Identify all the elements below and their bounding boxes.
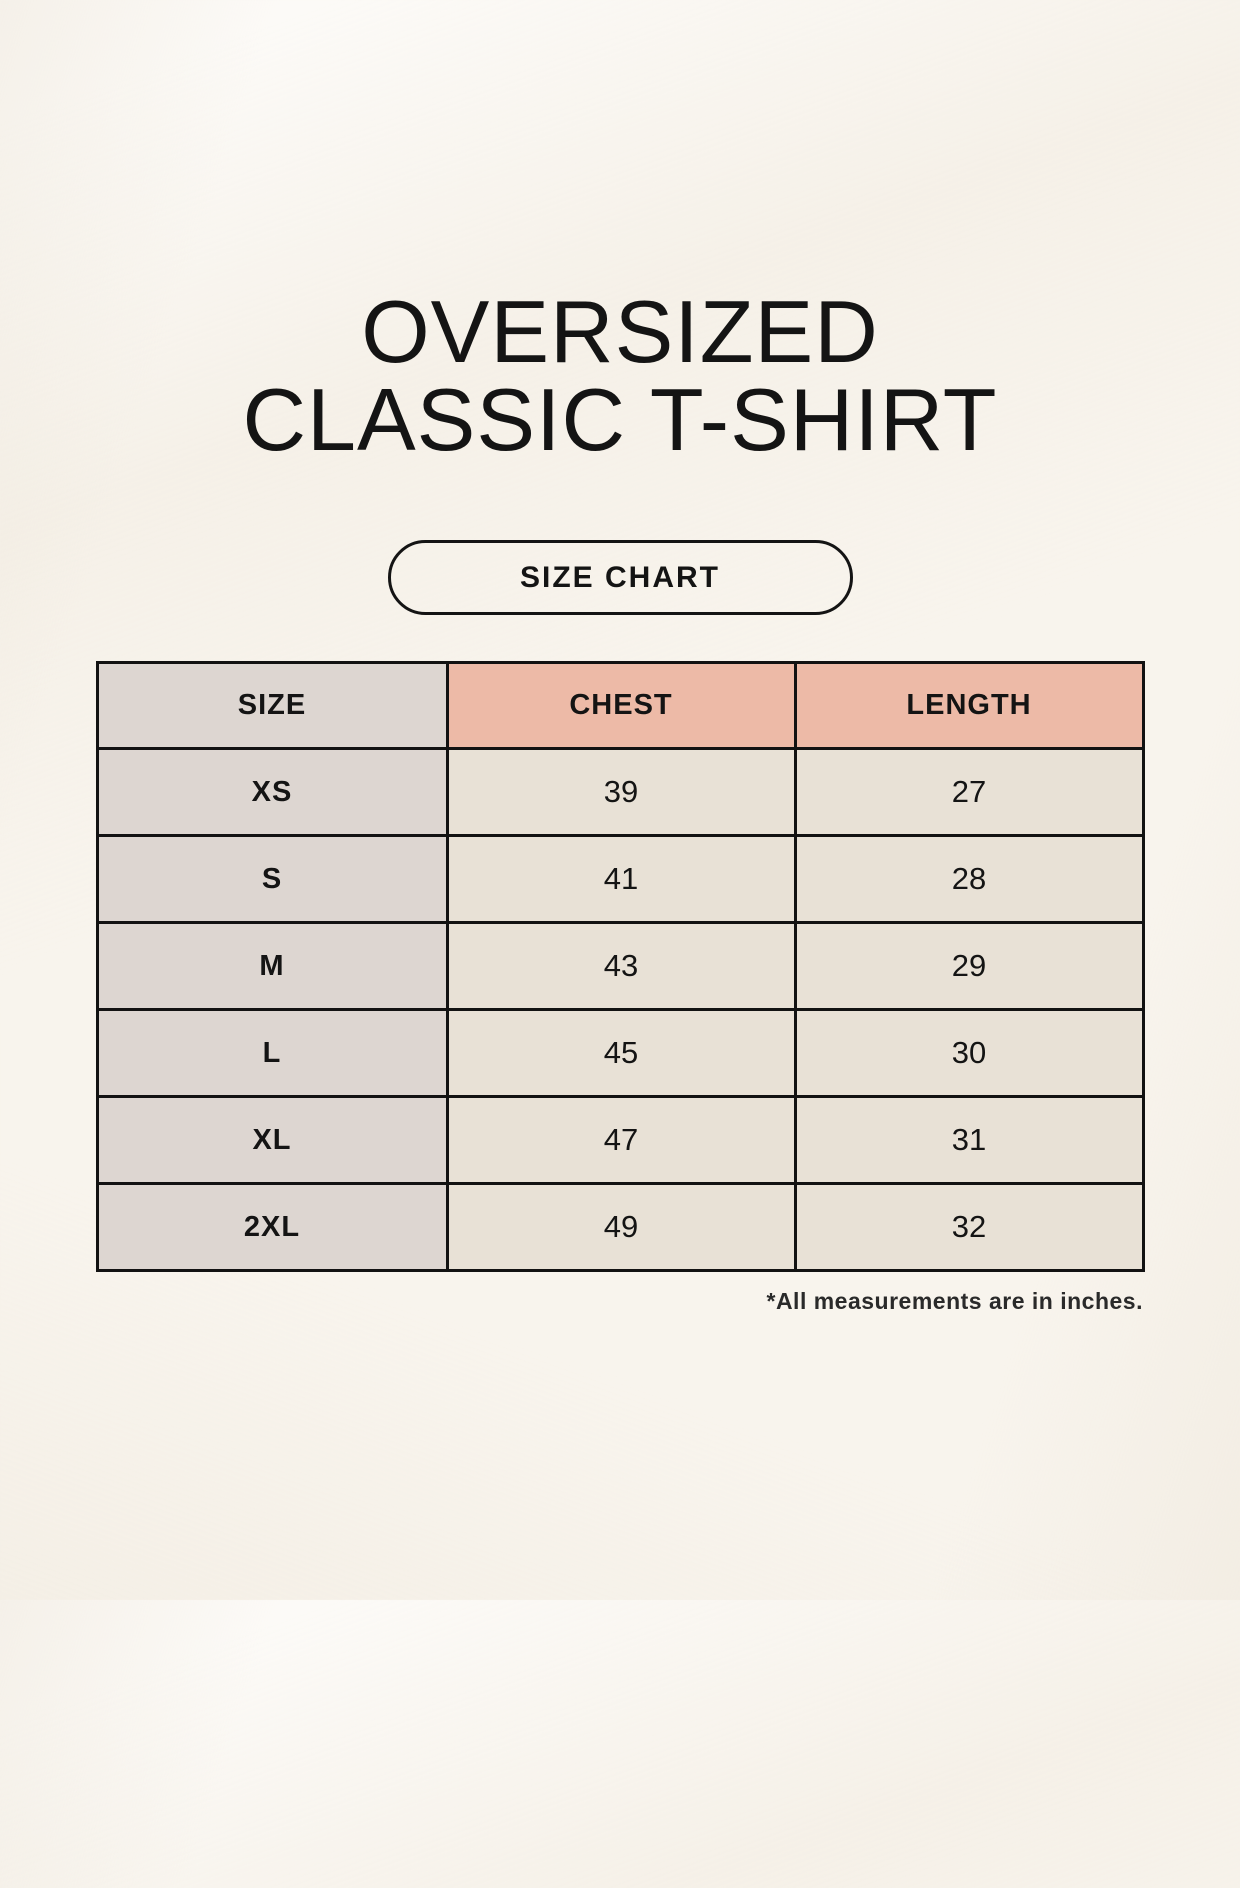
length-value: 32 bbox=[795, 1184, 1143, 1271]
table-row bbox=[97, 1184, 1143, 1271]
size-table-header-row bbox=[97, 663, 1143, 749]
table-row bbox=[97, 836, 1143, 923]
chest-value: 45 bbox=[447, 1010, 795, 1097]
length-value: 31 bbox=[795, 1097, 1143, 1184]
size-label: M bbox=[97, 923, 447, 1010]
size-label: XL bbox=[97, 1097, 447, 1184]
size-chart-button-label: SIZE CHART bbox=[520, 560, 720, 594]
size-chart-button[interactable] bbox=[388, 540, 853, 615]
size-table bbox=[96, 661, 1145, 1272]
product-title bbox=[0, 282, 1240, 469]
header-cell-chest: CHEST bbox=[447, 663, 795, 749]
table-row bbox=[97, 1010, 1143, 1097]
chest-value: 41 bbox=[447, 836, 795, 923]
header-cell-length: LENGTH bbox=[795, 663, 1143, 749]
measurements-footnote: *All measurements are in inches. bbox=[766, 1288, 1143, 1314]
length-value: 27 bbox=[795, 749, 1143, 836]
chest-value: 43 bbox=[447, 923, 795, 1010]
header-cell-size: SIZE bbox=[97, 663, 447, 749]
size-label: L bbox=[97, 1010, 447, 1097]
size-label: S bbox=[97, 836, 447, 923]
chest-value: 39 bbox=[447, 749, 795, 836]
length-value: 28 bbox=[795, 836, 1143, 923]
size-chart-graphic bbox=[0, 282, 1240, 1888]
table-row bbox=[97, 749, 1143, 836]
size-label: 2XL bbox=[97, 1184, 447, 1271]
chest-value: 49 bbox=[447, 1184, 795, 1271]
length-value: 30 bbox=[795, 1010, 1143, 1097]
product-title-line1: OVERSIZED bbox=[361, 282, 879, 381]
size-label: XS bbox=[97, 749, 447, 836]
chest-value: 47 bbox=[447, 1097, 795, 1184]
product-title-line2: CLASSIC T-SHIRT bbox=[242, 370, 998, 469]
length-value: 29 bbox=[795, 923, 1143, 1010]
table-row bbox=[97, 1097, 1143, 1184]
table-row bbox=[97, 923, 1143, 1010]
